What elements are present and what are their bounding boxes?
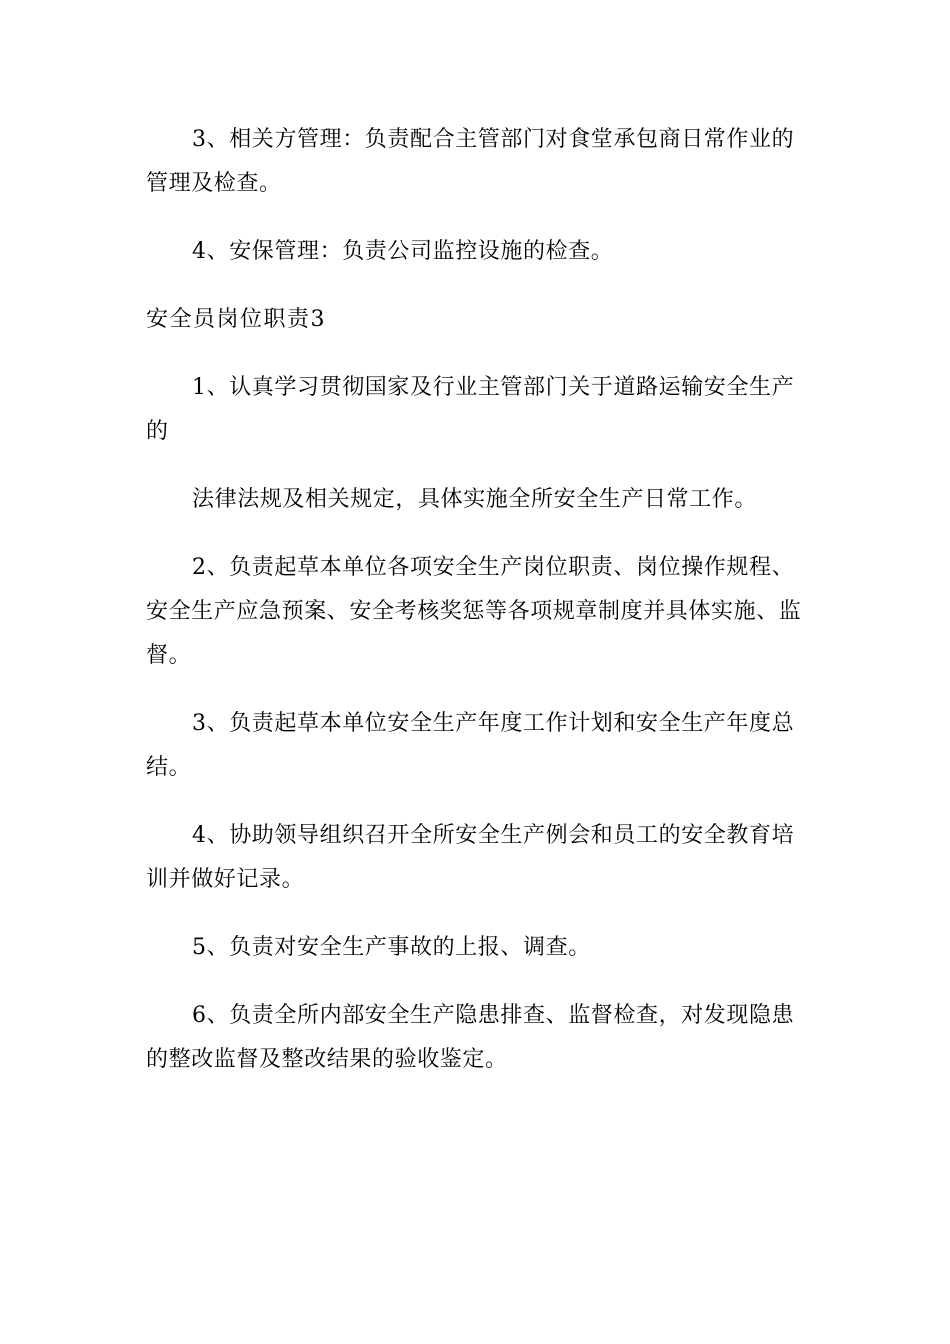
paragraph-security-management: 4、安保管理：负责公司监控设施的检查。 xyxy=(192,239,614,264)
paragraph-canteen-contractor: 3、相关方管理：负责配合主管部门对食堂承包商日常作业的管理及检查。 xyxy=(146,127,795,196)
item-1-line-2: 法律法规及相关规定，具体实施全所安全生产日常工作。 xyxy=(192,487,758,512)
item-1-line-1: 1、认真学习贯彻国家及行业主管部门关于道路运输安全生产的 xyxy=(146,375,795,444)
item-4: 4、协助领导组织召开全所安全生产例会和员工的安全教育培训并做好记录。 xyxy=(146,823,795,892)
item-3: 3、负责起草本单位安全生产年度工作计划和安全生产年度总结。 xyxy=(146,711,795,780)
section-heading: 安全员岗位职责3 xyxy=(146,307,326,332)
item-6: 6、负责全所内部安全生产隐患排查、监督检查，对发现隐患的整改监督及整改结果的验收鉴定。 xyxy=(146,1003,795,1072)
document-page xyxy=(146,118,806,1106)
item-5: 5、负责对安全生产事故的上报、调查。 xyxy=(192,935,591,960)
item-2: 2、负责起草本单位各项安全生产岗位职责、岗位操作规程、安全生产应急预案、安全考核奖惩等各项规章制度并具体实施、监督。 xyxy=(146,555,802,668)
